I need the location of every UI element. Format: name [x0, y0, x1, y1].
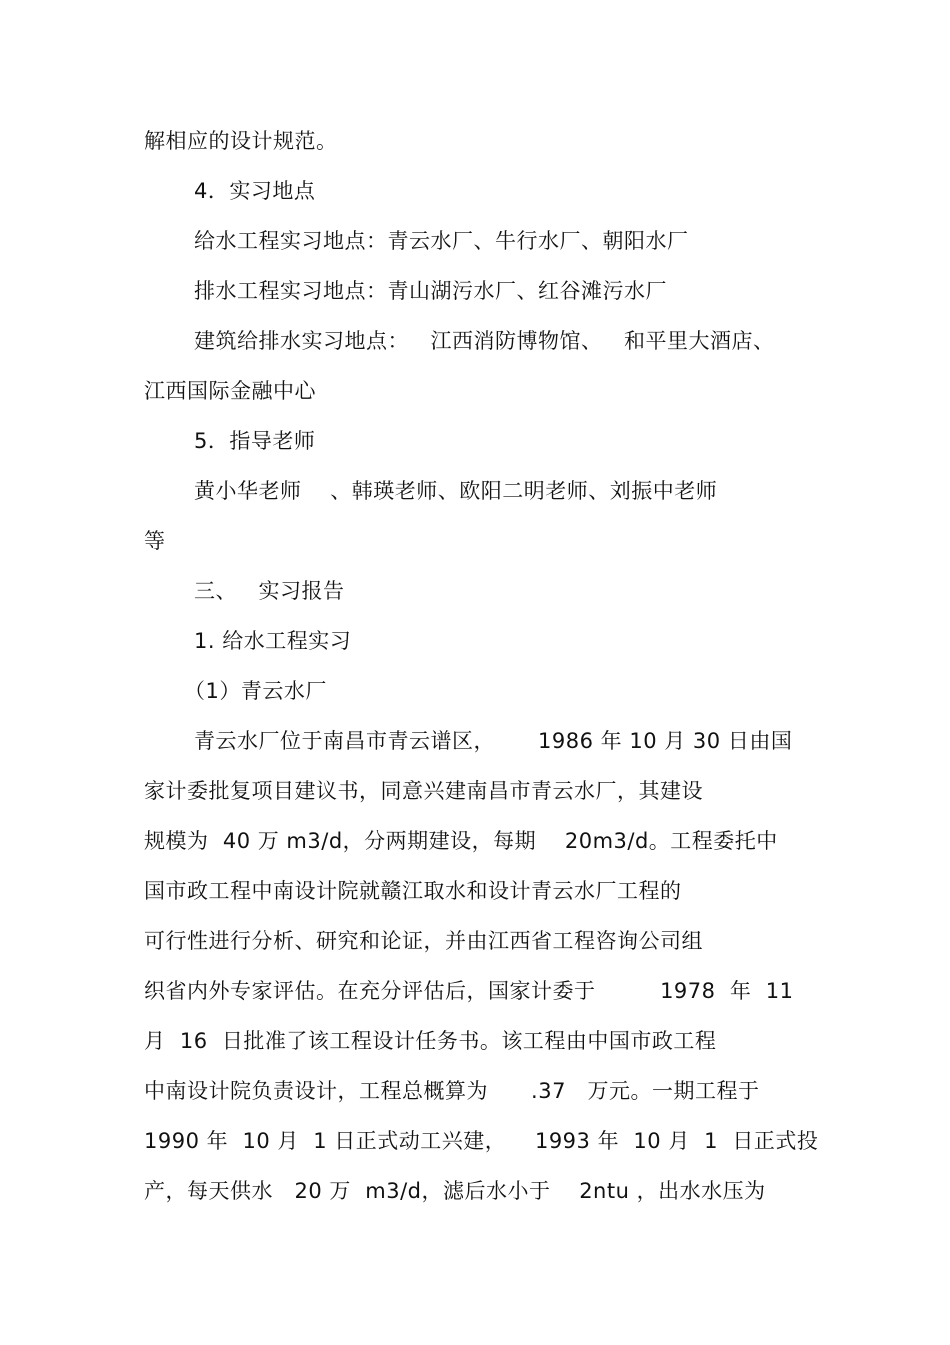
section-heading: 1. 给水工程实习 — [194, 629, 352, 653]
subsection-heading: （1）青云水厂 — [184, 679, 327, 703]
section-heading: 4．实习地点 — [194, 179, 316, 203]
text-line: 中南设计院负责设计，工程总概算为 .37 万元。一期工程于 — [144, 1079, 760, 1103]
section-heading: 5．指导老师 — [194, 429, 316, 453]
text-line: 建筑给排水实习地点： 江西消防博物馆、 和平里大酒店、 — [194, 329, 775, 353]
text-line: 排水工程实习地点：青山湖污水厂、红谷滩污水厂 — [194, 279, 667, 303]
text-line: 解相应的设计规范。 — [144, 129, 338, 153]
text-line: 青云水厂位于南昌市青云谱区， 1986 年 10 月 30 日由国 — [194, 729, 793, 753]
text-line: 等 — [144, 529, 166, 553]
text-line: 家计委批复项目建议书，同意兴建南昌市青云水厂，其建设 — [144, 779, 703, 803]
text-line: 国市政工程中南设计院就赣江取水和设计青云水厂工程的 — [144, 879, 682, 903]
text-line: 产，每天供水 20 万 m3/d，滤后水小于 2ntu ，出水水压为 — [144, 1179, 766, 1203]
text-line: 规模为 40 万 m3/d，分两期建设，每期 20m3/d。工程委托中 — [144, 829, 778, 853]
text-line: 1990 年 10 月 1 日正式动工兴建， 1993 年 10 月 1 日正式投 — [144, 1129, 819, 1153]
text-line: 可行性进行分析、研究和论证，并由江西省工程咨询公司组 — [144, 929, 703, 953]
text-line: 黄小华老师 、韩瑛老师、欧阳二明老师、刘振中老师 — [194, 479, 718, 503]
text-line: 织省内外专家评估。在充分评估后，国家计委于 1978 年 11 — [144, 979, 794, 1003]
text-line: 江西国际金融中心 — [144, 379, 316, 403]
chapter-heading: 三、 实习报告 — [194, 579, 345, 603]
text-line: 月 16 日批准了该工程设计任务书。该工程由中国市政工程 — [144, 1029, 717, 1053]
text-line: 给水工程实习地点：青云水厂、牛行水厂、朝阳水厂 — [194, 229, 689, 253]
